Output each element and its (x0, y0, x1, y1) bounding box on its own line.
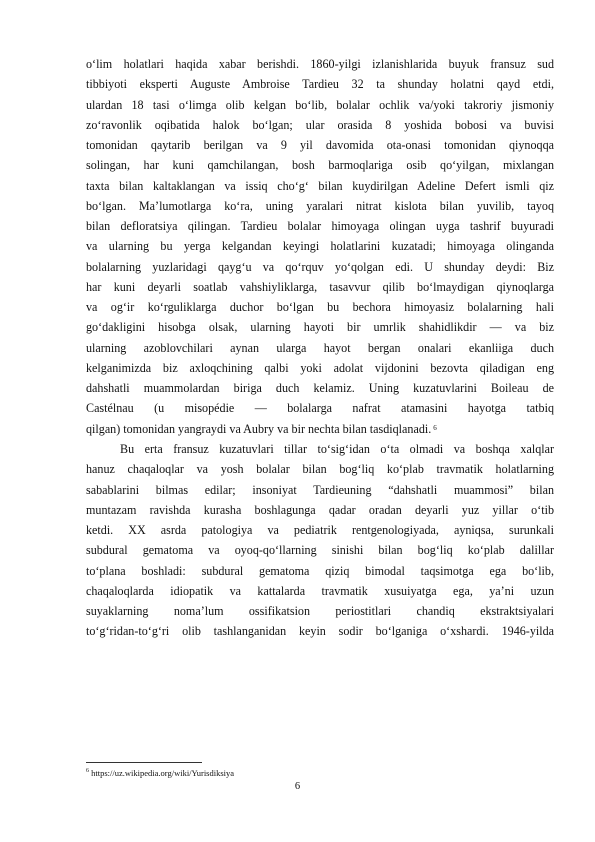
paragraph-line: suyaklarning noma’lum ossifikatsion periostitlari chandiq ekstraktsiyalari (86, 604, 554, 618)
paragraph-line: subdural gematoma va oyoq-qo‘llarning sinishi bilan bog‘liq ko‘plab dalillar (86, 543, 554, 558)
footnote-link[interactable]: https://uz.wikipedia.org/wiki/Yurisdiksiya (91, 767, 235, 778)
paragraph-line: va og‘ir ko‘rguliklarga duchor bo‘lgan bu bechora himoyasiz bolalarning hali (86, 300, 554, 314)
paragraph-line: zo‘ravonlik oqibatida halok bo‘lgan; ular orasida 8 yoshida bobosi va buvisi (86, 117, 554, 132)
paragraph-line: tomonidan qaytarib berilgan va 9 yil davomida ota-onasi tomonidan qiynoqqa (86, 138, 554, 152)
paragraph-1 (86, 54, 554, 439)
paragraph-line: bo‘lgan. Ma’lumotlarga ko‘ra, uning yaralari nitrat kislota bilan yuvilib, tayoq (86, 198, 554, 213)
paragraph-2 (86, 439, 554, 642)
paragraph-last-line (86, 419, 554, 439)
paragraph-line: ulardan 18 tasi o‘limga olib kelgan bo‘lib, bolalar ochlik va/yoki takroriy jismoniy (86, 97, 554, 112)
paragraph-line: o‘lim holatlari haqida xabar berishdi. 1860-yilgi izlanishlarida buyuk fransuz sud (86, 57, 554, 71)
page-number: 6 (294, 781, 301, 792)
footnote (86, 766, 234, 779)
footnote-marker: 6 (86, 768, 89, 774)
paragraph-line: go‘dakligini hisobga olsak, ularning hayoti bir umrlik shahidlikdir — va biz (86, 320, 554, 335)
footnote-divider (86, 762, 202, 763)
paragraph-line: taxta bilan kaltaklangan va issiq cho‘g‘ bilan kuydirilgan Adeline Defert ismli qiz (86, 178, 554, 193)
paragraph-line: ketdi. XX asrda patologiya va pediatrik rentgenologiyada, ayniqsa, surunkali (86, 523, 554, 537)
paragraph-line: hanuz chaqaloqlar va yosh bolalar bilan bog‘liq ko‘plab travmatik holatlarning (86, 462, 554, 477)
paragraph-line: solingan, har kuni qamchilangan, bosh barmoqlariga osib qo‘yilgan, mixlangan (86, 158, 554, 173)
paragraph-line: va ularning bu yerga kelgandan keyingi holatlarini kuzatadi; himoyaga olinganda (86, 239, 554, 254)
paragraph-line: to‘g‘ridan-to‘g‘ri olib tashlanganidan keyin sodir bo‘lganiga o‘xshardi. 1946-yilda (86, 624, 554, 639)
footnote-reference[interactable]: 6 (433, 423, 437, 432)
paragraph-line: chaqaloqlarda idiopatik va kattalarda travmatik xusuiyatga ega, ya’ni uzun (86, 583, 554, 598)
paragraph-line: dahshatli muammolardan biriga duch kelamiz. Uning kuzatuvlarini Boileau de (86, 381, 554, 395)
paragraph-line: ularning azoblovchilari aynan ularga hayot bergan onalari ekanliiga duch (86, 340, 554, 355)
paragraph-line: tibbiyoti eksperti Auguste Ambroise Tardieu 32 ta shunday holatni qayd etdi, (86, 77, 554, 92)
paragraph-line: Castélnau (u misopédie — bolalarga nafrat atamasini hayotga tatbiq (86, 401, 554, 416)
paragraph-line: har kuni deyarli soatlab vahshiyliklarga, tasavvur qilib bo‘lmaydigan qiynoqlarga (86, 279, 554, 294)
paragraph-line: bilan defloratsiya qilingan. Tardieu bolalar himoyaga olingan uyga tashrif buyuradi (86, 219, 554, 233)
paragraph-line: to‘plana boshladi: subdural gematoma qiziq bimodal taqsimotga ega bo‘lib, (86, 563, 554, 578)
paragraph-line: muntazam ravishda kurasha boshlagunga qadar oradan deyarli yuz yillar o‘tib (86, 502, 554, 517)
paragraph-line: sabablarini bilmas edilar; insoniyat Tardieuning “dahshatli muammosi” bilan (86, 482, 554, 497)
paragraph-line: Bu erta fransuz kuzatuvlari tillar to‘sig‘idan o‘ta olmadi va boshqa xalqlar (120, 442, 554, 456)
paragraph-line: bolalarning yuzlaridagi qayg‘u va qo‘rquv yo‘qolgan edi. U shunday deydi: Biz (86, 259, 554, 274)
paragraph-line-text: qilgan) tomonidan yangraydi va Aubry va bir nechta bilan tasdiqlanadi. (86, 421, 432, 436)
paragraph-line: kelganimizda biz axloqchining qalbi yoki adolat vijdonini bezovta qiladigan eng (86, 360, 554, 375)
